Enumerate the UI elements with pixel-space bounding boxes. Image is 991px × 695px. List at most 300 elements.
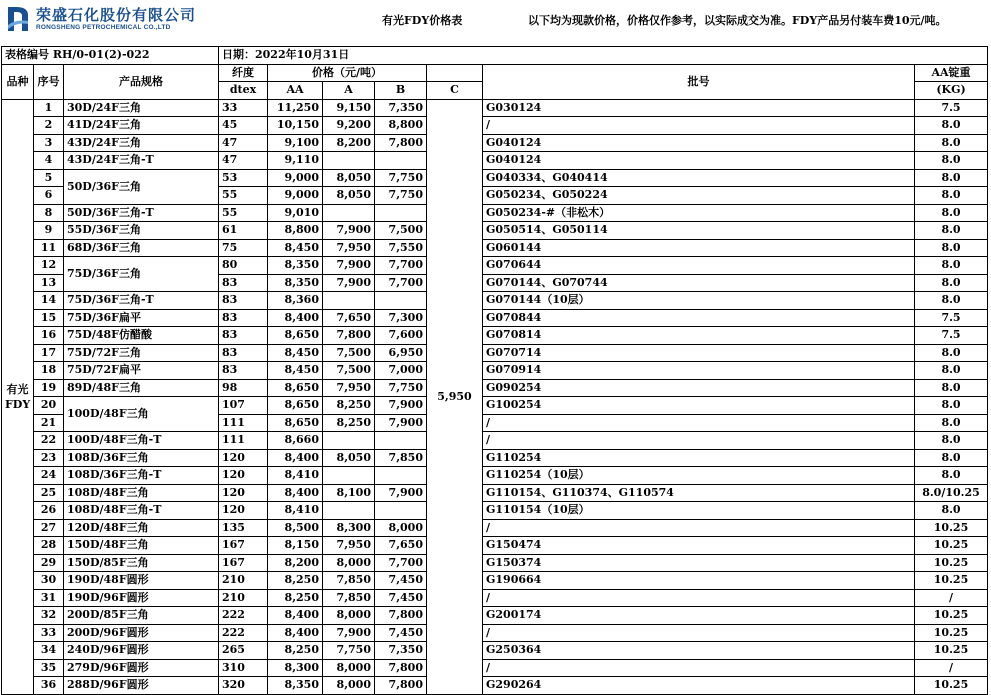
weight-cell: 8.0 bbox=[915, 222, 988, 240]
price-a-cell bbox=[323, 502, 375, 520]
price-a-cell: 7,900 bbox=[323, 624, 375, 642]
price-a-cell: 7,900 bbox=[323, 274, 375, 292]
table-row bbox=[2, 379, 988, 397]
table-row bbox=[2, 589, 988, 607]
table-row bbox=[2, 642, 988, 660]
dtex-cell: 53 bbox=[219, 169, 268, 187]
batch-cell: G070644 bbox=[483, 257, 915, 275]
seq-cell: 25 bbox=[34, 484, 64, 502]
weight-cell: 8.0 bbox=[915, 344, 988, 362]
col-header-weight-unit: (KG) bbox=[915, 82, 988, 100]
seq-cell: 18 bbox=[34, 362, 64, 380]
spec-cell: 41D/24F三角 bbox=[64, 117, 219, 135]
batch-cell: G100254 bbox=[483, 397, 915, 415]
dtex-cell: 210 bbox=[219, 572, 268, 590]
batch-cell: G070714 bbox=[483, 344, 915, 362]
price-aa-cell: 11,250 bbox=[268, 99, 323, 117]
price-b-cell: 7,700 bbox=[375, 554, 427, 572]
price-a-cell: 8,050 bbox=[323, 169, 375, 187]
dtex-cell: 33 bbox=[219, 99, 268, 117]
dtex-cell: 47 bbox=[219, 134, 268, 152]
dtex-cell: 45 bbox=[219, 117, 268, 135]
batch-cell: G250364 bbox=[483, 642, 915, 660]
table-row bbox=[2, 292, 988, 310]
weight-cell: / bbox=[915, 589, 988, 607]
price-a-cell: 7,750 bbox=[323, 642, 375, 660]
weight-cell: 8.0 bbox=[915, 204, 988, 222]
price-a-cell: 7,850 bbox=[323, 572, 375, 590]
table-row bbox=[2, 204, 988, 222]
seq-cell: 36 bbox=[34, 677, 64, 695]
table-row bbox=[2, 572, 988, 590]
price-b-cell: 7,800 bbox=[375, 659, 427, 677]
batch-cell: G040124 bbox=[483, 134, 915, 152]
batch-cell: G050234、G050224 bbox=[483, 187, 915, 205]
batch-cell: G070914 bbox=[483, 362, 915, 380]
col-header-c: C bbox=[427, 82, 483, 100]
price-b-cell: 8,000 bbox=[375, 519, 427, 537]
weight-cell: 10.25 bbox=[915, 607, 988, 625]
seq-cell: 35 bbox=[34, 659, 64, 677]
price-aa-cell: 8,400 bbox=[268, 484, 323, 502]
col-header-batch: 批号 bbox=[483, 64, 915, 99]
table-row bbox=[2, 537, 988, 555]
price-aa-cell: 8,350 bbox=[268, 257, 323, 275]
price-b-cell: 7,650 bbox=[375, 537, 427, 555]
price-notice: 以下均为现款价格，价格仅作参考，以实际成交为准。FDY产品另付装车费10元/吨。 bbox=[528, 14, 947, 27]
price-aa-cell: 8,250 bbox=[268, 589, 323, 607]
price-a-cell: 8,300 bbox=[323, 519, 375, 537]
price-aa-cell: 8,410 bbox=[268, 502, 323, 520]
dtex-cell: 83 bbox=[219, 344, 268, 362]
col-header-spec: 产品规格 bbox=[64, 64, 219, 99]
table-row bbox=[2, 257, 988, 275]
price-a-cell: 8,200 bbox=[323, 134, 375, 152]
seq-cell: 29 bbox=[34, 554, 64, 572]
dtex-cell: 120 bbox=[219, 467, 268, 485]
dtex-cell: 55 bbox=[219, 204, 268, 222]
price-aa-cell: 8,250 bbox=[268, 572, 323, 590]
table-row bbox=[2, 519, 988, 537]
seq-cell: 32 bbox=[34, 607, 64, 625]
price-aa-cell: 8,300 bbox=[268, 659, 323, 677]
weight-cell: 10.25 bbox=[915, 624, 988, 642]
spec-cell: 75D/48F仿醋酸 bbox=[64, 327, 219, 345]
price-b-cell: 8,800 bbox=[375, 117, 427, 135]
table-row bbox=[2, 344, 988, 362]
seq-cell: 15 bbox=[34, 309, 64, 327]
price-b-cell: 7,900 bbox=[375, 414, 427, 432]
price-aa-cell: 8,350 bbox=[268, 274, 323, 292]
price-a-cell: 8,100 bbox=[323, 484, 375, 502]
price-a-cell bbox=[323, 467, 375, 485]
batch-cell: G030124 bbox=[483, 99, 915, 117]
spec-cell: 75D/36F三角-T bbox=[64, 292, 219, 310]
dtex-cell: 120 bbox=[219, 502, 268, 520]
batch-cell: / bbox=[483, 659, 915, 677]
weight-cell: / bbox=[915, 659, 988, 677]
weight-cell: 8.0 bbox=[915, 397, 988, 415]
dtex-cell: 120 bbox=[219, 484, 268, 502]
batch-cell: G040124 bbox=[483, 152, 915, 170]
col-header-fineness-unit: dtex bbox=[219, 82, 268, 100]
price-aa-cell: 9,110 bbox=[268, 152, 323, 170]
price-a-cell: 7,950 bbox=[323, 537, 375, 555]
dtex-cell: 135 bbox=[219, 519, 268, 537]
seq-cell: 13 bbox=[34, 274, 64, 292]
batch-cell: G110154、G110374、G110574 bbox=[483, 484, 915, 502]
price-b-cell bbox=[375, 467, 427, 485]
price-aa-cell: 8,650 bbox=[268, 397, 323, 415]
dtex-cell: 310 bbox=[219, 659, 268, 677]
dtex-cell: 83 bbox=[219, 274, 268, 292]
price-aa-cell: 8,400 bbox=[268, 309, 323, 327]
table-row bbox=[2, 484, 988, 502]
spec-cell: 43D/24F三角-T bbox=[64, 152, 219, 170]
weight-cell: 8.0 bbox=[915, 467, 988, 485]
table-row bbox=[2, 309, 988, 327]
price-b-cell: 7,750 bbox=[375, 187, 427, 205]
weight-cell: 8.0 bbox=[915, 379, 988, 397]
price-b-cell bbox=[375, 292, 427, 310]
price-a-cell bbox=[323, 292, 375, 310]
weight-cell: 8.0 bbox=[915, 432, 988, 450]
seq-cell: 16 bbox=[34, 327, 64, 345]
table-row bbox=[2, 239, 988, 257]
col-header-price: 价格（元/吨） bbox=[268, 64, 427, 82]
spec-cell: 30D/24F三角 bbox=[64, 99, 219, 117]
spec-cell: 75D/72F扁平 bbox=[64, 362, 219, 380]
price-aa-cell: 8,250 bbox=[268, 642, 323, 660]
table-row bbox=[2, 169, 988, 187]
col-header-seq: 序号 bbox=[34, 64, 64, 99]
price-aa-cell: 8,450 bbox=[268, 239, 323, 257]
weight-cell: 8.0 bbox=[915, 292, 988, 310]
spec-cell: 100D/48F三角 bbox=[64, 397, 219, 432]
seq-cell: 5 bbox=[34, 169, 64, 187]
price-b-cell bbox=[375, 204, 427, 222]
seq-cell: 28 bbox=[34, 537, 64, 555]
price-b-cell: 7,850 bbox=[375, 449, 427, 467]
spec-cell: 50D/36F三角-T bbox=[64, 204, 219, 222]
spec-cell: 89D/48F三角 bbox=[64, 379, 219, 397]
table-row bbox=[2, 134, 988, 152]
price-aa-cell: 8,660 bbox=[268, 432, 323, 450]
dtex-cell: 111 bbox=[219, 432, 268, 450]
price-a-cell: 7,800 bbox=[323, 327, 375, 345]
form-number: 表格编号 RH/0-01(2)-022 bbox=[2, 47, 219, 65]
dtex-cell: 83 bbox=[219, 327, 268, 345]
spec-cell: 50D/36F三角 bbox=[64, 169, 219, 204]
spec-cell: 150D/85F三角 bbox=[64, 554, 219, 572]
dtex-cell: 61 bbox=[219, 222, 268, 240]
spec-cell: 100D/48F三角-T bbox=[64, 432, 219, 450]
price-b-cell: 7,700 bbox=[375, 274, 427, 292]
table-row bbox=[2, 432, 988, 450]
page-title: 有光FDY价格表 bbox=[382, 14, 463, 27]
batch-cell: G200174 bbox=[483, 607, 915, 625]
price-b-cell: 7,700 bbox=[375, 257, 427, 275]
price-a-cell: 8,050 bbox=[323, 449, 375, 467]
weight-cell: 8.0 bbox=[915, 274, 988, 292]
batch-cell: G070144、G070744 bbox=[483, 274, 915, 292]
table-row bbox=[2, 449, 988, 467]
batch-cell: G070844 bbox=[483, 309, 915, 327]
batch-cell: G070144（10层） bbox=[483, 292, 915, 310]
price-aa-cell: 8,500 bbox=[268, 519, 323, 537]
seq-cell: 20 bbox=[34, 397, 64, 415]
price-a-cell: 8,000 bbox=[323, 607, 375, 625]
price-b-cell bbox=[375, 502, 427, 520]
batch-cell: / bbox=[483, 117, 915, 135]
price-a-cell bbox=[323, 432, 375, 450]
dtex-cell: 222 bbox=[219, 607, 268, 625]
price-b-cell: 7,550 bbox=[375, 239, 427, 257]
col-header-fineness: 纤度 bbox=[219, 64, 268, 82]
batch-cell: G290264 bbox=[483, 677, 915, 695]
price-aa-cell: 8,450 bbox=[268, 344, 323, 362]
price-b-cell: 7,350 bbox=[375, 99, 427, 117]
col-header-c-top bbox=[427, 64, 483, 82]
price-b-cell bbox=[375, 432, 427, 450]
price-a-cell: 7,950 bbox=[323, 239, 375, 257]
weight-cell: 8.0 bbox=[915, 152, 988, 170]
dtex-cell: 265 bbox=[219, 642, 268, 660]
weight-cell: 8.0/10.25 bbox=[915, 484, 988, 502]
dtex-cell: 167 bbox=[219, 537, 268, 555]
price-b-cell: 7,800 bbox=[375, 677, 427, 695]
seq-cell: 3 bbox=[34, 134, 64, 152]
price-b-cell: 7,900 bbox=[375, 484, 427, 502]
seq-cell: 24 bbox=[34, 467, 64, 485]
spec-cell: 190D/96F圆形 bbox=[64, 589, 219, 607]
dtex-cell: 83 bbox=[219, 292, 268, 310]
weight-cell: 8.0 bbox=[915, 169, 988, 187]
price-aa-cell: 8,800 bbox=[268, 222, 323, 240]
spec-cell: 108D/36F三角-T bbox=[64, 467, 219, 485]
seq-cell: 2 bbox=[34, 117, 64, 135]
seq-cell: 1 bbox=[34, 99, 64, 117]
table-row bbox=[2, 222, 988, 240]
price-a-cell: 8,050 bbox=[323, 187, 375, 205]
seq-cell: 4 bbox=[34, 152, 64, 170]
table-row bbox=[2, 117, 988, 135]
dtex-cell: 167 bbox=[219, 554, 268, 572]
price-b-cell: 7,800 bbox=[375, 607, 427, 625]
batch-cell: G150374 bbox=[483, 554, 915, 572]
logo-company-name: 荣盛石化股份有限公司 bbox=[36, 5, 197, 24]
seq-cell: 19 bbox=[34, 379, 64, 397]
price-a-cell: 9,150 bbox=[323, 99, 375, 117]
price-aa-cell: 8,360 bbox=[268, 292, 323, 310]
table-row bbox=[2, 467, 988, 485]
spec-cell: 108D/48F三角-T bbox=[64, 502, 219, 520]
table-row bbox=[2, 502, 988, 520]
document-header bbox=[0, 0, 991, 44]
logo-company-name-en: RONGSHENG PETROCHEMICAL CO.,LTD bbox=[36, 23, 171, 31]
seq-cell: 6 bbox=[34, 187, 64, 205]
seq-cell: 9 bbox=[34, 222, 64, 240]
weight-cell: 8.0 bbox=[915, 239, 988, 257]
dtex-cell: 120 bbox=[219, 449, 268, 467]
weight-cell: 8.0 bbox=[915, 257, 988, 275]
col-header-a: A bbox=[323, 82, 375, 100]
price-aa-cell: 8,450 bbox=[268, 362, 323, 380]
header-row-1 bbox=[2, 64, 988, 82]
table-row bbox=[2, 327, 988, 345]
table-row bbox=[2, 99, 988, 117]
weight-cell: 7.5 bbox=[915, 327, 988, 345]
price-c-cell: 5,950 bbox=[427, 99, 483, 694]
seq-cell: 11 bbox=[34, 239, 64, 257]
batch-cell: G050234-#（非松木） bbox=[483, 204, 915, 222]
batch-cell: G050514、G050114 bbox=[483, 222, 915, 240]
price-a-cell: 7,950 bbox=[323, 379, 375, 397]
price-b-cell: 7,450 bbox=[375, 589, 427, 607]
weight-cell: 10.25 bbox=[915, 677, 988, 695]
rongsheng-logo-icon bbox=[6, 5, 30, 33]
col-header-b: B bbox=[375, 82, 427, 100]
spec-cell: 75D/72F三角 bbox=[64, 344, 219, 362]
variety-cell: 有光FDY bbox=[2, 99, 34, 694]
weight-cell: 8.0 bbox=[915, 134, 988, 152]
table-row bbox=[2, 152, 988, 170]
price-b-cell bbox=[375, 152, 427, 170]
spec-cell: 150D/48F三角 bbox=[64, 537, 219, 555]
price-b-cell: 7,300 bbox=[375, 309, 427, 327]
seq-cell: 31 bbox=[34, 589, 64, 607]
batch-cell: / bbox=[483, 624, 915, 642]
price-table bbox=[1, 46, 988, 695]
spec-cell: 75D/36F三角 bbox=[64, 257, 219, 292]
spec-cell: 190D/48F圆形 bbox=[64, 572, 219, 590]
col-header-weight: AA锭重 bbox=[915, 64, 988, 82]
price-b-cell: 7,750 bbox=[375, 379, 427, 397]
price-a-cell: 7,900 bbox=[323, 257, 375, 275]
seq-cell: 8 bbox=[34, 204, 64, 222]
price-a-cell: 7,500 bbox=[323, 362, 375, 380]
price-aa-cell: 9,010 bbox=[268, 204, 323, 222]
dtex-cell: 80 bbox=[219, 257, 268, 275]
batch-cell: G060144 bbox=[483, 239, 915, 257]
dtex-cell: 222 bbox=[219, 624, 268, 642]
spec-cell: 108D/48F三角 bbox=[64, 484, 219, 502]
price-table-body bbox=[2, 47, 988, 695]
spec-cell: 75D/36F扁平 bbox=[64, 309, 219, 327]
batch-cell: G110254（10层） bbox=[483, 467, 915, 485]
table-row bbox=[2, 624, 988, 642]
seq-cell: 34 bbox=[34, 642, 64, 660]
price-b-cell: 7,450 bbox=[375, 572, 427, 590]
seq-cell: 12 bbox=[34, 257, 64, 275]
table-row bbox=[2, 607, 988, 625]
company-logo bbox=[6, 4, 196, 34]
batch-cell: G190664 bbox=[483, 572, 915, 590]
price-a-cell: 7,850 bbox=[323, 589, 375, 607]
weight-cell: 8.0 bbox=[915, 414, 988, 432]
dtex-cell: 83 bbox=[219, 309, 268, 327]
spec-cell: 55D/36F三角 bbox=[64, 222, 219, 240]
price-a-cell: 8,250 bbox=[323, 397, 375, 415]
weight-cell: 7.5 bbox=[915, 309, 988, 327]
spec-cell: 279D/96F圆形 bbox=[64, 659, 219, 677]
seq-cell: 14 bbox=[34, 292, 64, 310]
weight-cell: 10.25 bbox=[915, 572, 988, 590]
price-a-cell: 8,250 bbox=[323, 414, 375, 432]
spec-cell: 200D/85F三角 bbox=[64, 607, 219, 625]
weight-cell: 8.0 bbox=[915, 117, 988, 135]
price-a-cell: 7,500 bbox=[323, 344, 375, 362]
table-row bbox=[2, 554, 988, 572]
price-aa-cell: 9,000 bbox=[268, 169, 323, 187]
batch-cell: / bbox=[483, 432, 915, 450]
price-aa-cell: 8,350 bbox=[268, 677, 323, 695]
seq-cell: 22 bbox=[34, 432, 64, 450]
batch-cell: G070814 bbox=[483, 327, 915, 345]
price-b-cell: 7,000 bbox=[375, 362, 427, 380]
seq-cell: 26 bbox=[34, 502, 64, 520]
seq-cell: 30 bbox=[34, 572, 64, 590]
batch-cell: G110254 bbox=[483, 449, 915, 467]
price-b-cell: 7,750 bbox=[375, 169, 427, 187]
dtex-cell: 83 bbox=[219, 362, 268, 380]
spec-cell: 68D/36F三角 bbox=[64, 239, 219, 257]
dtex-cell: 210 bbox=[219, 589, 268, 607]
batch-cell: G150474 bbox=[483, 537, 915, 555]
table-row bbox=[2, 659, 988, 677]
price-b-cell: 7,600 bbox=[375, 327, 427, 345]
price-aa-cell: 10,150 bbox=[268, 117, 323, 135]
price-aa-cell: 8,400 bbox=[268, 449, 323, 467]
batch-cell: / bbox=[483, 519, 915, 537]
price-aa-cell: 8,400 bbox=[268, 624, 323, 642]
price-aa-cell: 9,000 bbox=[268, 187, 323, 205]
price-a-cell: 8,000 bbox=[323, 659, 375, 677]
price-b-cell: 6,950 bbox=[375, 344, 427, 362]
spec-cell: 288D/96F圆形 bbox=[64, 677, 219, 695]
seq-cell: 23 bbox=[34, 449, 64, 467]
price-a-cell: 7,900 bbox=[323, 222, 375, 240]
price-a-cell: 9,200 bbox=[323, 117, 375, 135]
price-a-cell: 8,000 bbox=[323, 554, 375, 572]
batch-cell: / bbox=[483, 414, 915, 432]
batch-cell: G040334、G040414 bbox=[483, 169, 915, 187]
weight-cell: 8.0 bbox=[915, 362, 988, 380]
batch-cell: G110154（10层） bbox=[483, 502, 915, 520]
price-aa-cell: 8,410 bbox=[268, 467, 323, 485]
spec-cell: 240D/96F圆形 bbox=[64, 642, 219, 660]
price-aa-cell: 8,200 bbox=[268, 554, 323, 572]
price-b-cell: 7,350 bbox=[375, 642, 427, 660]
spec-cell: 43D/24F三角 bbox=[64, 134, 219, 152]
seq-cell: 21 bbox=[34, 414, 64, 432]
dtex-cell: 111 bbox=[219, 414, 268, 432]
price-a-cell bbox=[323, 152, 375, 170]
spec-cell: 200D/96F圆形 bbox=[64, 624, 219, 642]
weight-cell: 10.25 bbox=[915, 519, 988, 537]
dtex-cell: 55 bbox=[219, 187, 268, 205]
price-aa-cell: 8,650 bbox=[268, 379, 323, 397]
spec-cell: 108D/36F三角 bbox=[64, 449, 219, 467]
weight-cell: 10.25 bbox=[915, 554, 988, 572]
price-a-cell: 7,650 bbox=[323, 309, 375, 327]
price-a-cell: 8,000 bbox=[323, 677, 375, 695]
price-b-cell: 7,800 bbox=[375, 134, 427, 152]
col-header-aa: AA bbox=[268, 82, 323, 100]
dtex-cell: 75 bbox=[219, 239, 268, 257]
weight-cell: 8.0 bbox=[915, 187, 988, 205]
spec-cell: 120D/48F三角 bbox=[64, 519, 219, 537]
